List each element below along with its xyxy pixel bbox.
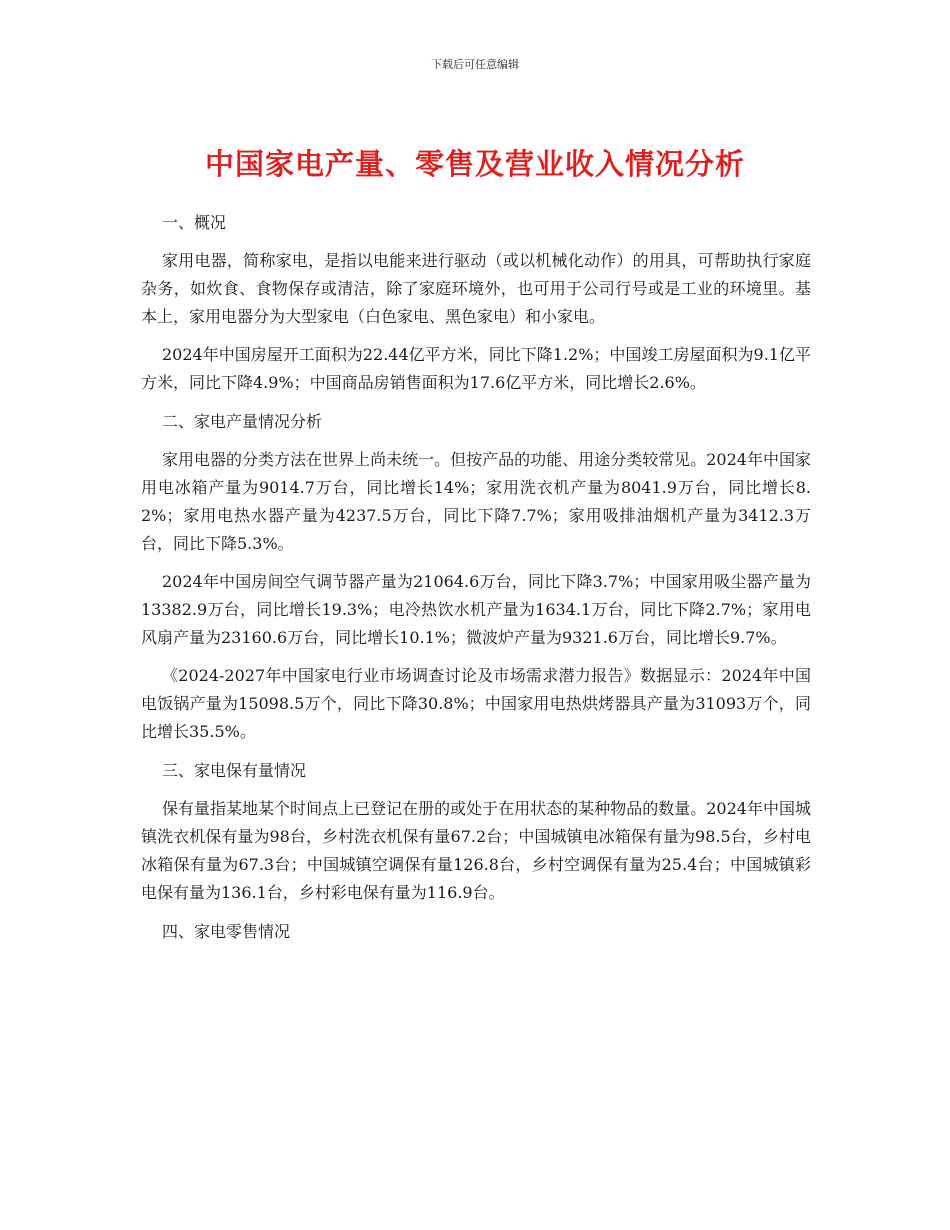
section-heading-ownership: 三、家电保有量情况 <box>162 761 307 780</box>
section-heading-overview: 一、概况 <box>162 213 227 232</box>
document-title: 中国家电产量、零售及营业收入情况分析 <box>204 147 745 181</box>
paragraph-housing-area: 2024年中国房屋开工面积为22.44亿平方米，同比下降1.2%；中国竣工房屋面积为9.1亿平方米，同比下降4.9%；中国商品房销售面积为17.6亿平方米，同比增长2.6%。 <box>141 345 811 392</box>
section-heading-retail: 四、家电零售情况 <box>162 922 291 941</box>
header-note: 下载后可任意编辑 <box>431 58 519 71</box>
document-body <box>141 208 811 956</box>
section-heading-production: 二、家电产量情况分析 <box>162 412 323 431</box>
paragraph-production-report: 《2024-2027年中国家电行业市场调查讨论及市场需求潜力报告》数据显示：2024年中国电饭锅产量为15098.5万个，同比下降30.8%；中国家用电热烘烤器具产量为31093万个，同比增长35.5%。 <box>141 666 811 741</box>
paragraph-ownership: 保有量指某地某个时间点上已登记在册的或处于在用状态的某种物品的数量。2024年中国城镇洗衣机保有量为98台，乡村洗衣机保有量67.2台；中国城镇电冰箱保有量为98.5台，乡村电冰箱保有量为67.3台；中国城镇空调保有量126.8台，乡村空调保有量为25.4台；中国城镇彩电保有量为136.1台，乡村彩电保有量为116.9台。 <box>141 799 811 902</box>
paragraph-appliance-definition: 家用电器，简称家电，是指以电能来进行驱动（或以机械化动作）的用具，可帮助执行家庭杂务，如炊食、食物保存或清洁，除了家庭环境外，也可用于公司行号或是工业的环境里。基本上，家用电器分为大型家电（白色家电、黑色家电）和小家电。 <box>141 251 811 326</box>
paragraph-production-other: 2024年中国房间空气调节器产量为21064.6万台，同比下降3.7%；中国家用吸尘器产量为13382.9万台，同比增长19.3%；电冷热饮水机产量为1634.1万台，同比下降2.7%；家用电风扇产量为23160.6万台，同比增长10.1%；微波炉产量为9321.6万台，同比增长9.7%。 <box>141 572 811 647</box>
paragraph-production-major: 家用电器的分类方法在世界上尚未统一。但按产品的功能、用途分类较常见。2024年中国家用电冰箱产量为9014.7万台，同比增长14%；家用洗衣机产量为8041.9万台，同比增长8.2%；家用电热水器产量为4237.5万台，同比下降7.7%；家用吸排油烟机产量为3412.3万台，同比下降5.3%。 <box>141 450 811 553</box>
